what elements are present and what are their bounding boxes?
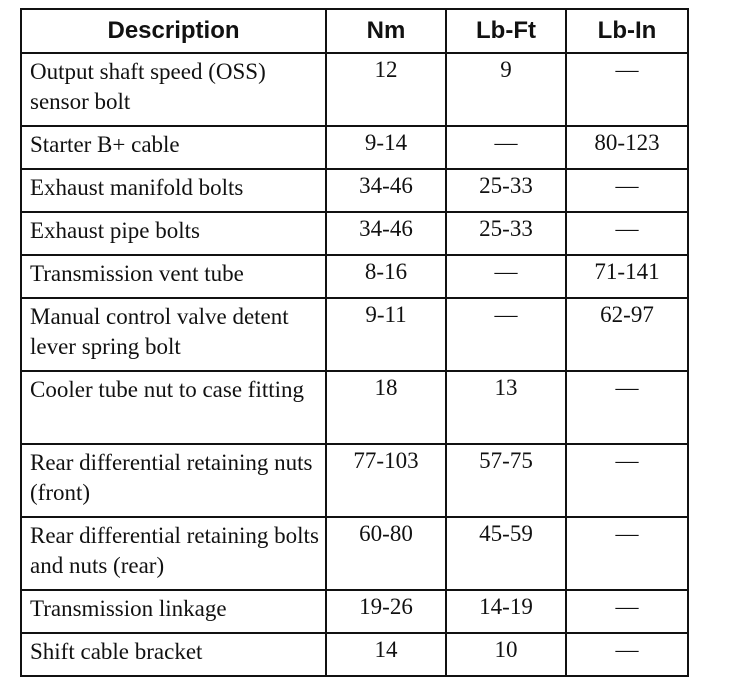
- row-lb-in: 62-97: [566, 298, 688, 371]
- table-row: [21, 444, 688, 517]
- row-description: Exhaust manifold bolts: [21, 169, 326, 212]
- row-lb-ft: —: [446, 126, 566, 169]
- row-description: Starter B+ cable: [21, 126, 326, 169]
- table-row: [21, 371, 688, 444]
- table-row: [21, 169, 688, 212]
- row-lb-ft: 9: [446, 53, 566, 126]
- table-row: [21, 212, 688, 255]
- row-description: Shift cable bracket: [21, 633, 326, 676]
- row-lb-ft: 10: [446, 633, 566, 676]
- row-lb-in: —: [566, 371, 688, 444]
- header-lb-ft: Lb-Ft: [446, 9, 566, 53]
- row-lb-in: —: [566, 212, 688, 255]
- row-nm: 9-14: [326, 126, 446, 169]
- row-lb-in: —: [566, 517, 688, 590]
- row-nm: 77-103: [326, 444, 446, 517]
- header-description: Description: [21, 9, 326, 53]
- row-nm: 14: [326, 633, 446, 676]
- row-description: Rear differential retaining nuts (front): [21, 444, 326, 517]
- row-lb-in: —: [566, 53, 688, 126]
- table-row: [21, 298, 688, 371]
- row-lb-ft: 45-59: [446, 517, 566, 590]
- row-description: Rear differential retaining bolts and nuts (rear): [21, 517, 326, 590]
- table-row: [21, 517, 688, 590]
- row-nm: 8-16: [326, 255, 446, 298]
- table-row: [21, 126, 688, 169]
- row-lb-in: 80-123: [566, 126, 688, 169]
- row-description: Cooler tube nut to case fitting: [21, 371, 326, 444]
- row-lb-in: —: [566, 169, 688, 212]
- row-nm: 34-46: [326, 169, 446, 212]
- row-lb-in: 71-141: [566, 255, 688, 298]
- table-row: [21, 590, 688, 633]
- row-nm: 19-26: [326, 590, 446, 633]
- row-nm: 18: [326, 371, 446, 444]
- row-nm: 34-46: [326, 212, 446, 255]
- row-lb-ft: 13: [446, 371, 566, 444]
- row-lb-in: —: [566, 590, 688, 633]
- row-nm: 12: [326, 53, 446, 126]
- row-lb-ft: 25-33: [446, 169, 566, 212]
- row-nm: 60-80: [326, 517, 446, 590]
- row-description: Transmission linkage: [21, 590, 326, 633]
- row-nm: 9-11: [326, 298, 446, 371]
- row-description: Manual control valve detent lever spring bolt: [21, 298, 326, 371]
- row-lb-in: —: [566, 633, 688, 676]
- row-lb-in: —: [566, 444, 688, 517]
- header-row: [21, 9, 688, 53]
- row-lb-ft: 14-19: [446, 590, 566, 633]
- table-row: [21, 255, 688, 298]
- row-lb-ft: —: [446, 298, 566, 371]
- row-description: Exhaust pipe bolts: [21, 212, 326, 255]
- row-lb-ft: —: [446, 255, 566, 298]
- header-lb-in: Lb-In: [566, 9, 688, 53]
- row-lb-ft: 25-33: [446, 212, 566, 255]
- torque-spec-table: [20, 8, 689, 677]
- table-row: [21, 633, 688, 676]
- table-row: [21, 53, 688, 126]
- header-nm: Nm: [326, 9, 446, 53]
- row-description: Transmission vent tube: [21, 255, 326, 298]
- row-lb-ft: 57-75: [446, 444, 566, 517]
- row-description: Output shaft speed (OSS) sensor bolt: [21, 53, 326, 126]
